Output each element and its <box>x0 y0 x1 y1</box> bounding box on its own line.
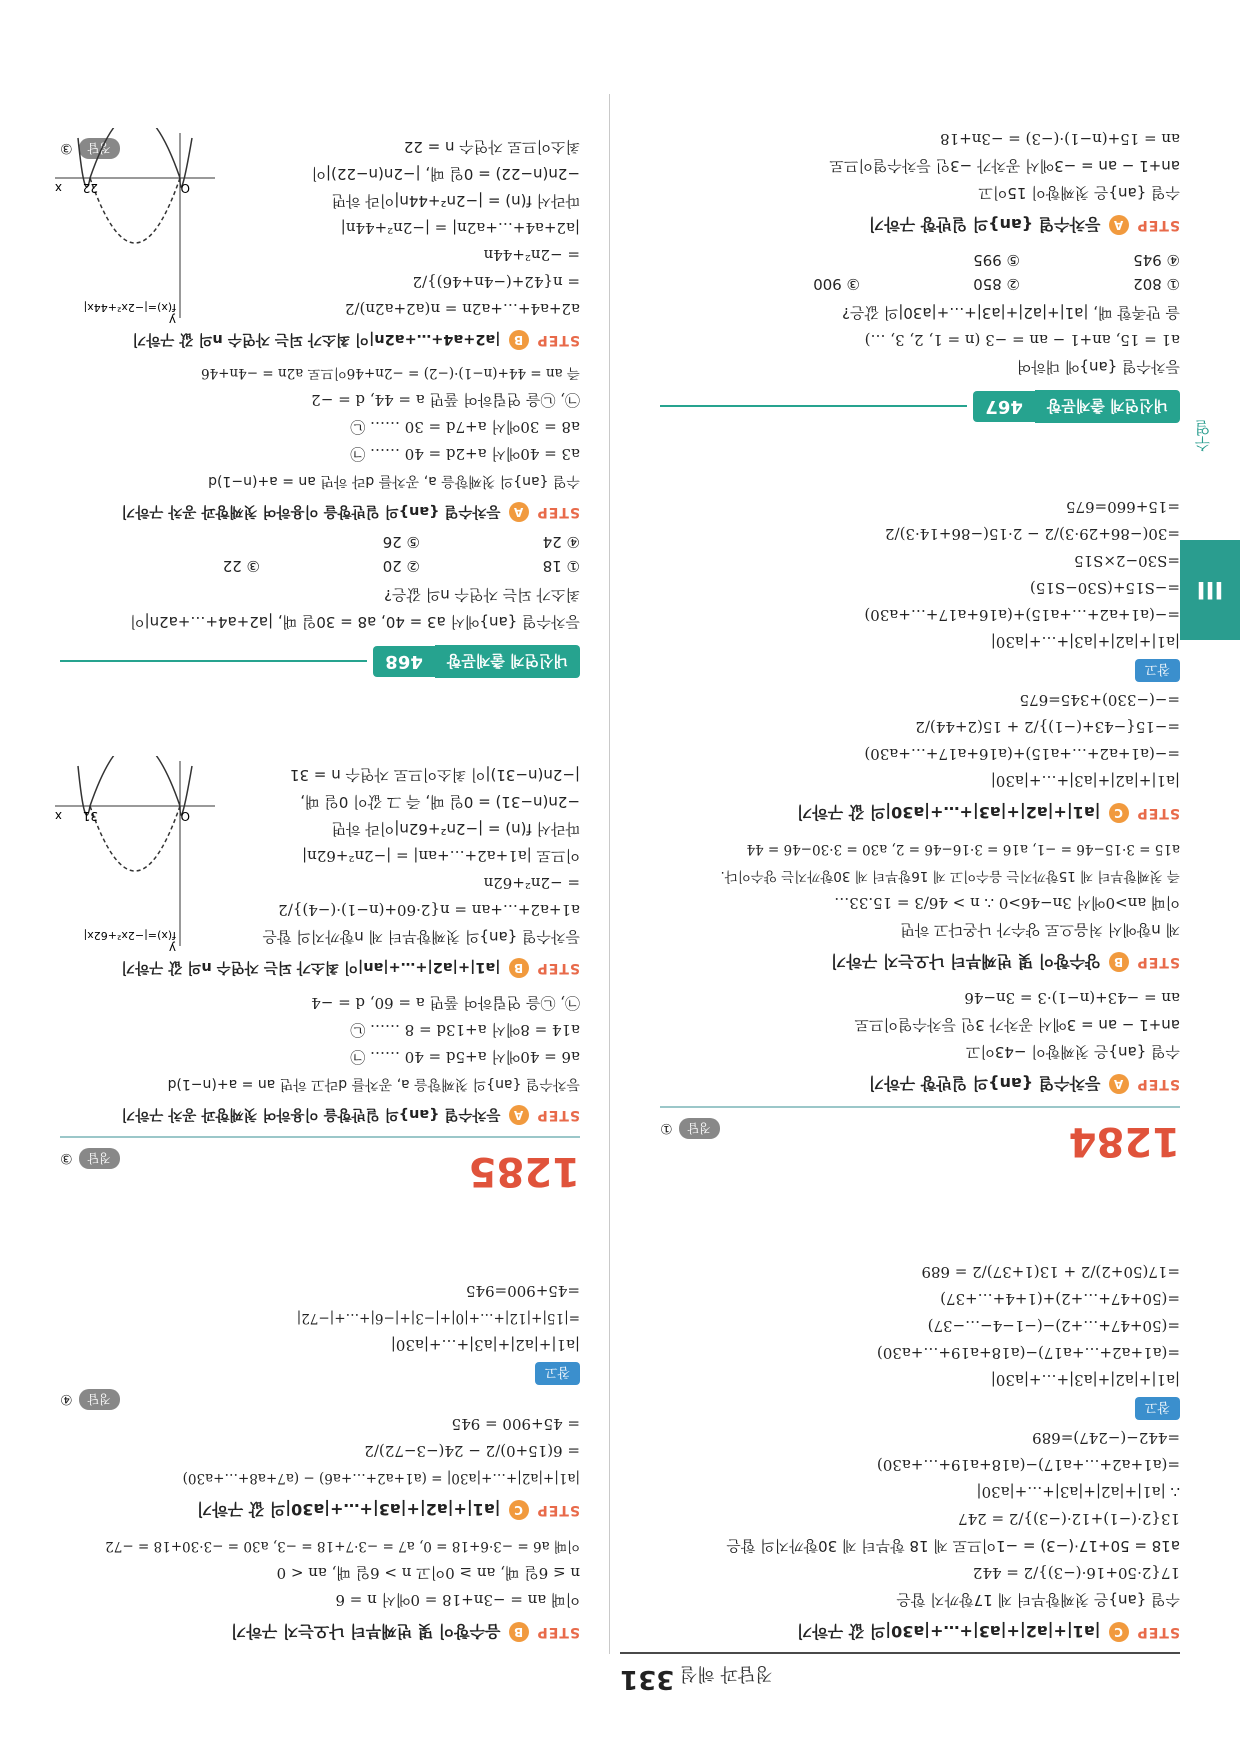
chapter-label: 수열 <box>1194 420 1213 452</box>
page-number: 331 <box>620 1664 675 1694</box>
step-c: STEP C |a1|+|a2|+|a3|+…+|a30|의 값 구하기 <box>796 803 1180 822</box>
question-line: 등차수열 {an}에 대하여 <box>1016 358 1180 376</box>
x-axis-label: x <box>54 809 62 823</box>
step-b: STEP B |a1|+|a2|+…+|an|이 최소가 되는 자연수 n의 값 구하기 <box>121 959 580 977</box>
choice: ② 20 <box>382 557 420 575</box>
text-line: 즉 첫째항부터 제 15항까지는 음수이고 제 16항부터 제 30항까지는 양수이다. <box>720 868 1180 884</box>
note-line: =(50+47+…+2)−(−1−4−…−37) <box>927 1317 1180 1335</box>
step-title: |a1|+|a2|+|a3|+…+|a30|의 값 구하기 <box>796 1622 1101 1641</box>
math-line: an = 15+(n−1)·(−3) = −3n+18 <box>940 130 1180 148</box>
math-line: a1+a2+…+an = n{2·60+(n−1)·(−4)}/2 <box>278 901 580 919</box>
math-line: 17{2·50+16·(−3)}/2 = 442 <box>972 1564 1180 1582</box>
column-divider <box>609 94 610 1654</box>
step-a: STEP A 등차수열 {an}의 일반항 구하기 <box>868 215 1180 234</box>
header-rule <box>620 1652 1180 1654</box>
math-line: =442−(−247)=689 <box>1032 1429 1180 1447</box>
note-line: =(a1+a2+…+a17)−(a18+a19+…+a30) <box>876 1344 1180 1362</box>
step-b: STEP B 양수항이 몇 번째부터 나오는지 구하기 <box>830 952 1180 971</box>
answer-badge: 정답 ④ <box>60 1389 120 1410</box>
math-line: = n{42+(−4n+46)}/2 <box>412 273 580 291</box>
note-line: =S30−2×S15 <box>1074 552 1180 570</box>
text-line: |−2n(n−31)|이 최소이므로 자연수 n = 31 <box>289 766 580 784</box>
math-line: 13{2·(−1)+12·(−3)}/2 = 247 <box>958 1510 1180 1528</box>
math-line: n ≤ 6일 때, an ≥ 0이고 n > 6일 때, an < 0 <box>276 1564 580 1582</box>
math-line: |a1|+|a2|+…+|a30| = (a1+a2+…+a6) − (a7+a8+…+a30) <box>182 1470 580 1486</box>
note-tag: 참고 <box>1135 1397 1180 1420</box>
step-b: STEP B |a2+a4+…+a2n|이 최소가 되는 자연수 n의 값 구하기 <box>132 331 580 349</box>
problem-468 <box>54 138 580 684</box>
math-line: =−15{−43+(−1)}/2 + 15(2+44)/2 <box>915 718 1180 736</box>
problem-number: 1285 <box>468 1148 580 1194</box>
choice: ⑤ 995 <box>973 251 1020 269</box>
math-line: an = −43+(n−1)·3 = 3n−46 <box>964 989 1180 1007</box>
separator <box>660 1106 1180 1108</box>
curve-label: f(x)=|−2x²+44x| <box>83 301 176 314</box>
text-line: 수열 {an}은 첫째항부터 제 17항까지 합은 <box>896 1591 1180 1609</box>
note-line: =−(a1+a2+…+a15)+(a16+a17+…+a30) <box>864 606 1180 624</box>
choice: ③ 900 <box>813 275 860 293</box>
text-line: −2n(n−31) = 0일 때, 즉 그 값이 0일 때, <box>300 793 580 811</box>
note-line: |a1|+|a2|+|a3|+…+|a30| <box>390 1336 580 1354</box>
note-line: =17(50+2)/2 + 13(1+37)/2 = 689 <box>921 1263 1180 1281</box>
math-line: 이때 a6 = −3·6+18 = 0, a7 = −3·7+18 = −3, a30 = −3·30+18 = −72 <box>105 1538 580 1554</box>
root-label: 22 <box>82 181 98 195</box>
y-axis-label: y <box>168 313 176 327</box>
math-line: |a2+a4+…+a2n| = |−2n²+44n| <box>340 219 580 237</box>
text-line: an+1 − an = −3에서 공차가 −3인 등차수열이므로 <box>829 157 1180 175</box>
text-line: a18 = 50+17·(−3) = −1이므로 제 18 항부터 제 30항까지의 합은 <box>726 1537 1180 1555</box>
text-line: 등차수열 {an}의 첫째항부터 제 n항까지의 합은 <box>262 928 580 946</box>
related-problem-banner: 내신연계 출제문항 468 <box>60 645 580 678</box>
text-line: 수열 {an}은 첫째항이 15이고 <box>978 184 1180 202</box>
math-line: a8 = 30에서 a+7d = 30 …… ㉡ <box>350 418 580 436</box>
text-line: 등차수열 {an}의 첫째항을 a, 공차를 d라고 하면 an = a+(n−1)d <box>167 1076 580 1092</box>
problem-1285 <box>54 761 580 1194</box>
choice: ④ 945 <box>1133 251 1180 269</box>
page-header <box>620 1663 1180 1694</box>
math-line: |a1|+|a2|+|a3|+…+|a30| <box>990 772 1180 790</box>
answer-choices <box>660 251 1180 293</box>
problem-467-tail <box>60 1277 580 1644</box>
choice: ③ 22 <box>222 557 260 575</box>
curve-label: f(x)=|−2x²+62x| <box>83 929 176 942</box>
math-line: ∴ |a1|+|a2|+|a3|+…+|a30| <box>976 1483 1180 1501</box>
math-line: 이때 an = −3n+18 = 0에서 n = 6 <box>335 1591 580 1609</box>
note-line: |a1|+|a2|+|a3|+…+|a30| <box>990 633 1180 651</box>
math-line: 이때 an>0에서 3n−46>0 ∴ n > 46/3 = 15.33… <box>834 894 1180 912</box>
separator <box>60 1136 580 1138</box>
math-line: 즉 an = 44+(n−1)·(−2) = −2n+46이므로 a2n = −4n+46 <box>200 365 580 381</box>
math-line: ㉠, ㉡을 연립하여 풀면 a = 44, d = −2 <box>311 391 580 409</box>
problem-number: 1284 <box>1068 1118 1180 1164</box>
text-line: 수열 {an}의 첫째항을 a, 공차를 d라 하면 an = a+(n−1)d <box>208 473 580 489</box>
choice: ④ 24 <box>542 533 580 551</box>
x-axis-label: x <box>54 181 62 195</box>
text-line: 따라서 f(n) = |−2n²+44n|이라 하면 <box>331 192 580 210</box>
origin-label: O <box>180 809 190 823</box>
text-line: 따라서 f(n) = |−2n²+62n|이라 하면 <box>331 820 580 838</box>
related-problem-banner: 내신연계 출제문항 467 <box>660 390 1180 423</box>
math-line: a3 = 40에서 a+2d = 40 …… ㉠ <box>350 445 580 463</box>
math-line: = −2n²+62n <box>483 874 580 892</box>
answer-badge: 정답 ③ <box>60 138 120 159</box>
step-b: STEP B 음수항이 몇 번째부터 나오는지 구하기 <box>230 1622 580 1641</box>
math-line: a15 = 3·15−46 = −1, a16 = 3·16−46 = 2, a30 = 3·30−46 = 44 <box>746 841 1180 857</box>
choice: ① 802 <box>1133 275 1180 293</box>
math-line: 이므로 |a1+a2+…+an| = |−2n²+62n| <box>302 847 580 865</box>
note-tag: 참고 <box>535 1362 580 1385</box>
note-line: =30(−86+29·3)/2 − 2·15(−86+14·3)/2 <box>884 525 1180 543</box>
step-a: STEP A 등차수열 {an}의 일반항 구하기 <box>868 1074 1180 1093</box>
question-line: 등차수열 {an}에서 a3 = 40, a8 = 30일 때, |a2+a4+…+a2n|이 <box>130 613 580 631</box>
math-line: =−(−330)+345=675 <box>1019 691 1180 709</box>
step-a: STEP A 등차수열 {an}의 일반항을 이용하여 첫째항과 공차 구하기 <box>121 503 580 521</box>
choice: ① 18 <box>542 557 580 575</box>
step-c: STEP C |a1|+|a2|+|a3|+…+|a30|의 값 구하기 <box>196 1500 580 1519</box>
problem-1284-tail <box>660 1258 1180 1644</box>
chapter-tab: III <box>1180 540 1240 640</box>
math-line: = 6(15+0)/2 − 24(−3−72)/2 <box>364 1442 580 1460</box>
question-line: 최소가 되는 자연수 n의 값은? <box>384 586 580 604</box>
text-line: 제 n항에서 처음으로 양수가 나온다고 하면 <box>900 921 1180 939</box>
reflected-part <box>90 178 180 243</box>
reflected-part <box>90 806 180 871</box>
math-line: a2+a4+…+a2n = n(a2+a2n)/2 <box>344 300 580 318</box>
running-head: 정답과 해설 <box>680 1663 773 1684</box>
problem-1284 <box>660 493 1180 1164</box>
question-line: a1 = 15, an+1 − an = −3 (n = 1, 2, 3, …) <box>864 331 1180 349</box>
note-line: =(50+47+…+2)+(1+4+…+37) <box>940 1290 1180 1308</box>
answer-badge: 정답 ① <box>660 1118 720 1139</box>
text-line: 수열 {an}은 첫째항이 −43이고 <box>965 1043 1180 1061</box>
abs-parabola-graph <box>50 128 220 328</box>
note-line: =−S15+(S30−S15) <box>1029 579 1180 597</box>
text-line: 최소이므로 자연수 n = 22 <box>403 138 580 156</box>
step-a: STEP A 등차수열 {an}의 일반항을 이용하여 첫째항과 공차 구하기 <box>121 1106 580 1124</box>
math-line: a6 = 40에서 a+5d = 40 …… ㉠ <box>350 1048 580 1066</box>
math-line: =−(a1+a2+…+a15)+(a16+a17+…+a30) <box>864 745 1180 763</box>
math-line: = 45+900 = 945 <box>451 1415 580 1433</box>
problem-467 <box>660 125 1180 429</box>
text-line: −2n(n−22) = 0일 때, |−2n(n−22)|이 <box>311 165 580 183</box>
abs-parabola-graph <box>50 756 220 956</box>
text-line: an+1 − an = 3에서 공차가 3인 등차수열이므로 <box>854 1016 1180 1034</box>
origin-label: O <box>180 181 190 195</box>
math-line: ㉠, ㉡을 연립하여 풀면 a = 60, d = −4 <box>311 994 580 1012</box>
choice: ⑤ 26 <box>382 533 420 551</box>
note-line: =|15|+|12|+…+|0|+|−3|+|−6|+…+|−72| <box>296 1310 580 1326</box>
y-axis-label: y <box>168 941 176 955</box>
step-c: STEP C |a1|+|a2|+|a3|+…+|a30|의 값 구하기 <box>660 1621 1180 1644</box>
root-label: 31 <box>82 809 98 823</box>
note-line: =15+660=675 <box>1065 498 1180 516</box>
answer-choices <box>60 533 580 575</box>
note-line: |a1|+|a2|+|a3|+…+|a30| <box>990 1371 1180 1389</box>
question-line: 을 만족할 때, |a1|+|a2|+|a3|+…+|a30|의 값은? <box>842 304 1180 322</box>
answer-badge: 정답 ③ <box>60 1148 120 1169</box>
note-tag: 참고 <box>1135 659 1180 682</box>
math-line: = −2n²+44n <box>483 246 580 264</box>
math-line: =(a1+a2+…+a17)−(a18+a19+…+a30) <box>876 1456 1180 1474</box>
math-line: a14 = 8에서 a+13d = 8 …… ㉡ <box>350 1021 580 1039</box>
choice: ② 850 <box>973 275 1020 293</box>
note-line: =45+900=945 <box>465 1282 580 1300</box>
